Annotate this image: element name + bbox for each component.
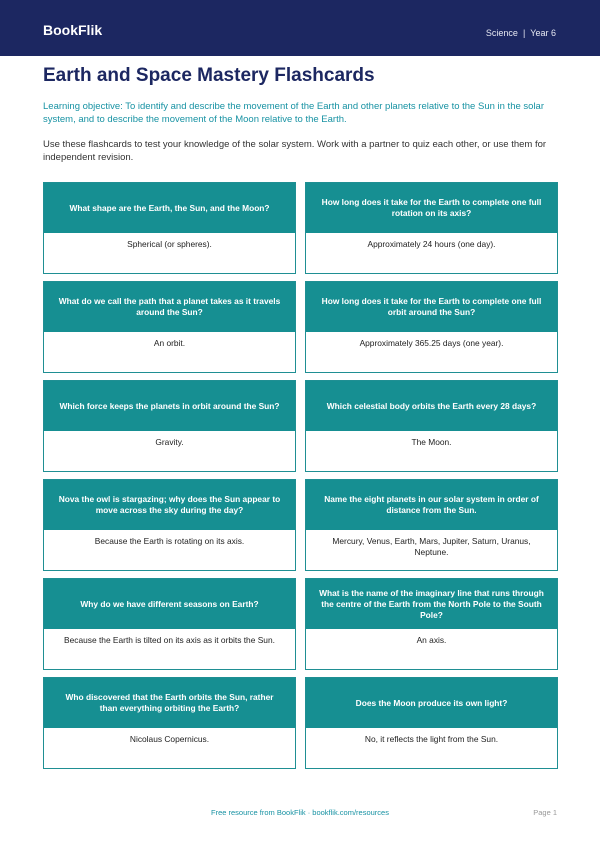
flashcard[interactable] bbox=[305, 479, 558, 571]
flashcard-question: Does the Moon produce its own light? bbox=[306, 678, 557, 728]
flashcard-grid bbox=[43, 182, 558, 769]
flashcard-answer: The Moon. bbox=[306, 431, 557, 471]
flashcard-question: What shape are the Earth, the Sun, and the Moon? bbox=[44, 183, 295, 233]
flashcard-question: How long does it take for the Earth to complete one full rotation on its axis? bbox=[306, 183, 557, 233]
breadcrumb bbox=[486, 27, 556, 39]
flashcard-question: Nova the owl is stargazing; why does the Sun appear to move across the sky during the day? bbox=[44, 480, 295, 530]
flashcard-question: How long does it take for the Earth to complete one full orbit around the Sun? bbox=[306, 282, 557, 332]
flashcard-question: Name the eight planets in our solar system in order of distance from the Sun. bbox=[306, 480, 557, 530]
flashcard[interactable] bbox=[305, 380, 558, 472]
breadcrumb-subject: Science bbox=[485, 28, 518, 38]
flashcard-answer: An orbit. bbox=[44, 332, 295, 372]
flashcard[interactable] bbox=[43, 182, 296, 274]
breadcrumb-separator: | bbox=[522, 28, 526, 38]
header-bar bbox=[0, 0, 600, 56]
brand-logo-text[interactable]: BookFlik bbox=[43, 22, 103, 38]
flashcard[interactable] bbox=[43, 281, 296, 373]
intro-text: Use these flashcards to test your knowledge of the solar system. Work with a partner to quiz each other, or use them for independent revision. bbox=[43, 139, 547, 163]
flashcard-question: Who discovered that the Earth orbits the Sun, rather than everything orbiting the Earth? bbox=[44, 678, 295, 728]
learning-objective: Learning objective: To identify and describe the movement of the Earth and other planets relative to the Sun in the solar system, and to describe the movement of the Moon relative to the Earth. bbox=[43, 101, 544, 125]
breadcrumb-year: Year 6 bbox=[530, 28, 556, 38]
flashcard-question: What is the name of the imaginary line that runs through the centre of the Earth from the North Pole to the South Pole? bbox=[306, 579, 557, 629]
flashcard-question: What do we call the path that a planet takes as it travels around the Sun? bbox=[44, 282, 295, 332]
flashcard-answer: Approximately 24 hours (one day). bbox=[306, 233, 557, 273]
page-title: Earth and Space Mastery Flashcards bbox=[43, 65, 375, 86]
flashcard[interactable] bbox=[305, 578, 558, 670]
flashcard[interactable] bbox=[43, 578, 296, 670]
flashcard-answer: Approximately 365.25 days (one year). bbox=[306, 332, 557, 372]
flashcard[interactable] bbox=[305, 677, 558, 769]
flashcard-answer: Mercury, Venus, Earth, Mars, Jupiter, Saturn, Uranus, Neptune. bbox=[306, 530, 557, 570]
flashcard[interactable] bbox=[43, 380, 296, 472]
flashcard[interactable] bbox=[43, 677, 296, 769]
flashcard-answer: An axis. bbox=[306, 629, 557, 669]
flashcard-answer: Nicolaus Copernicus. bbox=[44, 728, 295, 768]
flashcard-question: Why do we have different seasons on Earth? bbox=[44, 579, 295, 629]
flashcard-answer: No, it reflects the light from the Sun. bbox=[306, 728, 557, 768]
flashcard-answer: Because the Earth is tilted on its axis as it orbits the Sun. bbox=[44, 629, 295, 669]
flashcard[interactable] bbox=[43, 479, 296, 571]
page-number: Page 1 bbox=[533, 808, 557, 817]
flashcard-answer: Because the Earth is rotating on its axis. bbox=[44, 530, 295, 570]
flashcard-answer: Gravity. bbox=[44, 431, 295, 471]
flashcard[interactable] bbox=[305, 281, 558, 373]
flashcard-question: Which celestial body orbits the Earth every 28 days? bbox=[306, 381, 557, 431]
flashcard[interactable] bbox=[305, 182, 558, 274]
footer-credit[interactable]: Free resource from BookFlik · bookflik.com/resources bbox=[211, 808, 389, 817]
flashcard-question: Which force keeps the planets in orbit around the Sun? bbox=[44, 381, 295, 431]
flashcard-answer: Spherical (or spheres). bbox=[44, 233, 295, 273]
